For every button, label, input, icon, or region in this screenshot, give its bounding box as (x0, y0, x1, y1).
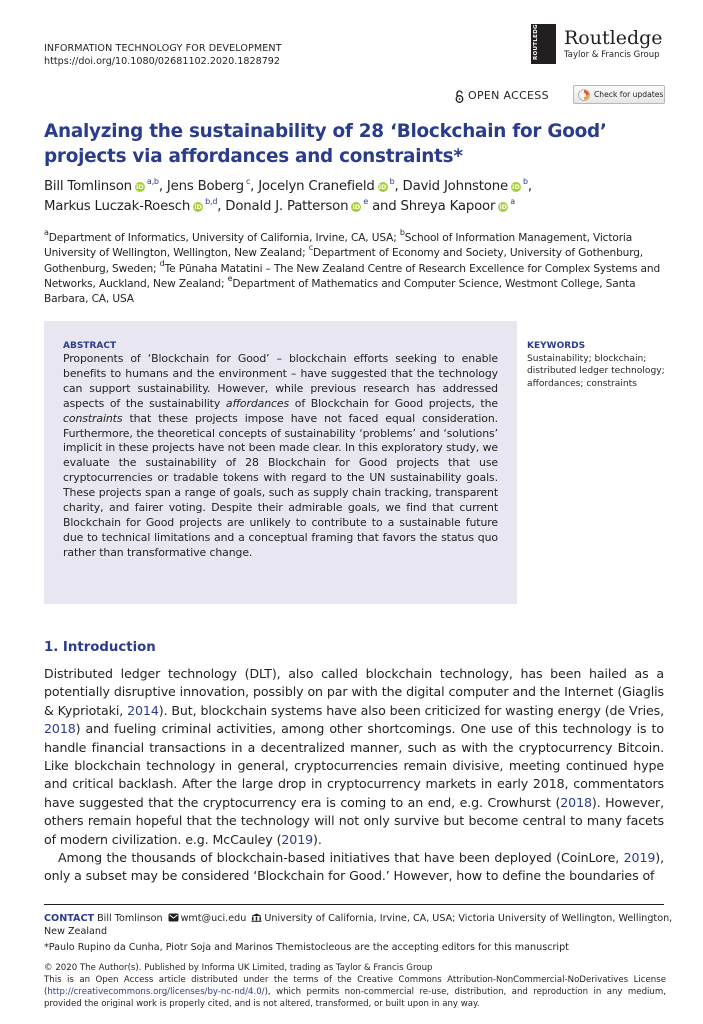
author-6 (225, 199, 368, 214)
author-affiliation-mark: b (389, 177, 395, 186)
orcid-icon[interactable]: iD (378, 183, 387, 191)
author-name: Jocelyn Cranefield (258, 179, 375, 194)
introduction-body (44, 665, 664, 886)
crossmark-icon (578, 89, 590, 101)
footnote-divider (44, 904, 664, 905)
author-name: Bill Tomlinson (44, 179, 132, 194)
open-access-badge (455, 89, 549, 103)
author-affiliation-mark: b,d (205, 197, 218, 206)
intro-paragraph-1: Distributed ledger technology (DLT), also called blockchain technology, has been hailed as a potentially disruptive innovation, possibly on par with the digital computer and the Internet (Giaglis & Kypriotaki, 2014). But, blockchain systems have also been criticized for wasting energy (de Vries, 2018) and fueling criminal activities, among other shortcomings. One use of this technology is to handle financial transactions in a decentralized manner, such as with the cryptocurrency Bitcoin. Like blockchain technology in general, cryptocurrencies remain divisive, meeting continued hype and critical backlash. After the large drop in cryptocurrency markets in early 2018, commentators have suggested that the cryptocurrency era is coming to an end, e.g. Crowhurst (2018). However, others remain hopeful that the technology will not only survive but become central to many facets of modern civilization. e.g. McCauley (2019). (44, 666, 664, 847)
publisher-mark-text: ROUTLEDGE (533, 20, 539, 60)
license-statement: This is an Open Access article distributed under the terms of the Creative Commons Attribution-NonCommercial-NoDerivatives License (http://creativecommons.org/licenses/by-nc-nd/4.0/), which permits non-commercial re-use, distribution, and reproduction in any medium, provided the original work is properly cited, and is not altered, transformed, or built upon in any way. (44, 975, 666, 1009)
affiliation-e: $^e$Department of Mathematics and Computer Science, Westmont College, Santa Barbara, CA, USA (44, 273, 636, 306)
intro-paragraph-2: Among the thousands of blockchain-based initiatives that have been deployed (CoinLore, 2019), only a subset may be considered ‘Blockchain for Good.’ However, how to define the boundaries of (44, 850, 664, 884)
affiliation-b: $^b$School of Information Management, Victoria University of Wellington, Wellington, New Zealand; (44, 228, 633, 260)
orcid-icon[interactable]: iD (136, 183, 144, 191)
author-4 (403, 179, 528, 194)
abstract-text: Proponents of ‘Blockchain for Good’ – blockchain efforts seeking to enable benefits to humans and the environment – have suggested that the technology can support sustainability. However, while previous research has addressed aspects of the sustainability affordances of Blockchain for Good projects, the constraints that these projects impose have not faced equal consideration. Furthermore, the theoretical concepts of sustainability ‘problems’ and ‘solutions’ implicit in these projects have not been made clear. In this exploratory study, we evaluate the sustainability of 28 Blockchain for Good projects that use cryptocurrencies or tradable tokens with regard to the UN sustainability goals. These projects span a range of goals, such as supply chain tracking, transparent charity, and fairer voting. Despite their admirable goals, we find that current Blockchain for Good projects are unlikely to contribute to a sustainable future due to technical limitations and a conceptual framing that favors the status quo rather than transformative change. (63, 352, 498, 559)
editors-note: *Paulo Rupino da Cunha, Piotr Soja and Marinos Themistocleous are the accepting editors for this manuscript (44, 942, 569, 953)
citation-link[interactable]: 2014 (127, 702, 159, 718)
author-2 (167, 179, 250, 194)
author-name: David Johnstone (402, 179, 508, 194)
publisher-mark-icon (531, 20, 556, 64)
open-lock-icon (455, 90, 464, 103)
contact-name: Bill Tomlinson (94, 913, 166, 924)
publisher-name: Routledge (564, 27, 663, 49)
contact-affiliation: University of California, Irvine, CA, USA; Victoria University of Wellington, Wellington, New Zealand (44, 913, 673, 937)
keywords-text: Sustainability; blockchain; distributed ledger technology; affordances; constraints (527, 354, 665, 389)
contact-label: CONTACT (44, 913, 95, 924)
abstract-heading: ABSTRACT (63, 341, 117, 351)
publisher-subtitle: Taylor & Francis Group (564, 50, 660, 60)
author-affiliation-mark: a,b (146, 177, 159, 186)
license-link[interactable]: http://creativecommons.org/licenses/by-nc-nd/4.0/ (47, 987, 265, 997)
article-title: Analyzing the sustainability of 28 ‘Blockchain for Good’ projects via affordances and constraints* (44, 121, 607, 167)
author-1 (44, 179, 159, 194)
copyright-line: © 2020 The Author(s). Published by Informa UK Limited, trading as Taylor & Francis Group (44, 963, 433, 973)
author-7 (401, 199, 515, 214)
orcid-icon[interactable]: iD (352, 203, 361, 211)
journal-name: INFORMATION TECHNOLOGY FOR DEVELOPMENT (44, 43, 282, 54)
author-list: Bill Tomlinson iD$^{a,b}$, Jens Boberg $^c$, Jocelyn Cranefield $iD^b$, David Johnstone $iD^b$, Markus Luczak-Roesch iD$^{b,d}$, Donald J. Patterson $iD^e$ and Shreya Kapoor $iD^a$ (44, 177, 532, 214)
author-3 (258, 179, 394, 194)
citation-link[interactable]: 2018 (560, 794, 592, 810)
author-affiliation-mark: c (245, 177, 251, 186)
email-icon (168, 913, 179, 922)
author-5 (44, 199, 217, 214)
contact-email-link[interactable]: wmt@uci.edu (180, 913, 247, 924)
citation-link[interactable]: 2019 (281, 831, 314, 847)
citation-link[interactable]: 2018 (44, 721, 76, 737)
affiliation-d: $^d$Te Pūnaha Matatini – The New Zealand Centre of Research Excellence for Complex Systems and Networks, Auckland, New Zealand; (44, 258, 661, 290)
affiliation-a: $^a$Department of Informatics, University of California, Irvine, CA, USA; (44, 228, 400, 244)
section-heading-introduction: 1. Introduction (44, 640, 156, 655)
orcid-icon[interactable]: iD (499, 203, 508, 211)
keywords-heading: KEYWORDS (527, 341, 586, 351)
institution-icon (251, 913, 262, 922)
affiliations (44, 228, 674, 307)
citation-link[interactable]: 2019 (623, 850, 656, 866)
affiliation-c: $^c$Department of Economy and Society, University of Gothenburg, Gothenburg, Sweden; (44, 243, 644, 275)
doi-link[interactable]: https://doi.org/10.1080/02681102.2020.1828792 (44, 56, 281, 67)
author-name: Donald J. Patterson (225, 199, 349, 214)
author-name: Jens Boberg (166, 179, 244, 194)
author-affiliation-mark: b (522, 177, 528, 186)
open-access-label: OPEN ACCESS (468, 89, 549, 102)
orcid-icon[interactable]: iD (194, 203, 202, 211)
author-affiliation-mark: e (363, 197, 369, 206)
author-name: Markus Luczak-Roesch (44, 199, 191, 214)
author-affiliation-mark: a (510, 197, 515, 206)
orcid-icon[interactable]: iD (512, 183, 520, 191)
check-for-updates-label: Check for updates (594, 90, 664, 99)
license-text (44, 962, 666, 1010)
author-name: Shreya Kapoor (400, 199, 496, 214)
publisher-logo[interactable] (531, 20, 666, 66)
contact-line (44, 912, 674, 938)
check-for-updates-button[interactable] (573, 85, 665, 104)
